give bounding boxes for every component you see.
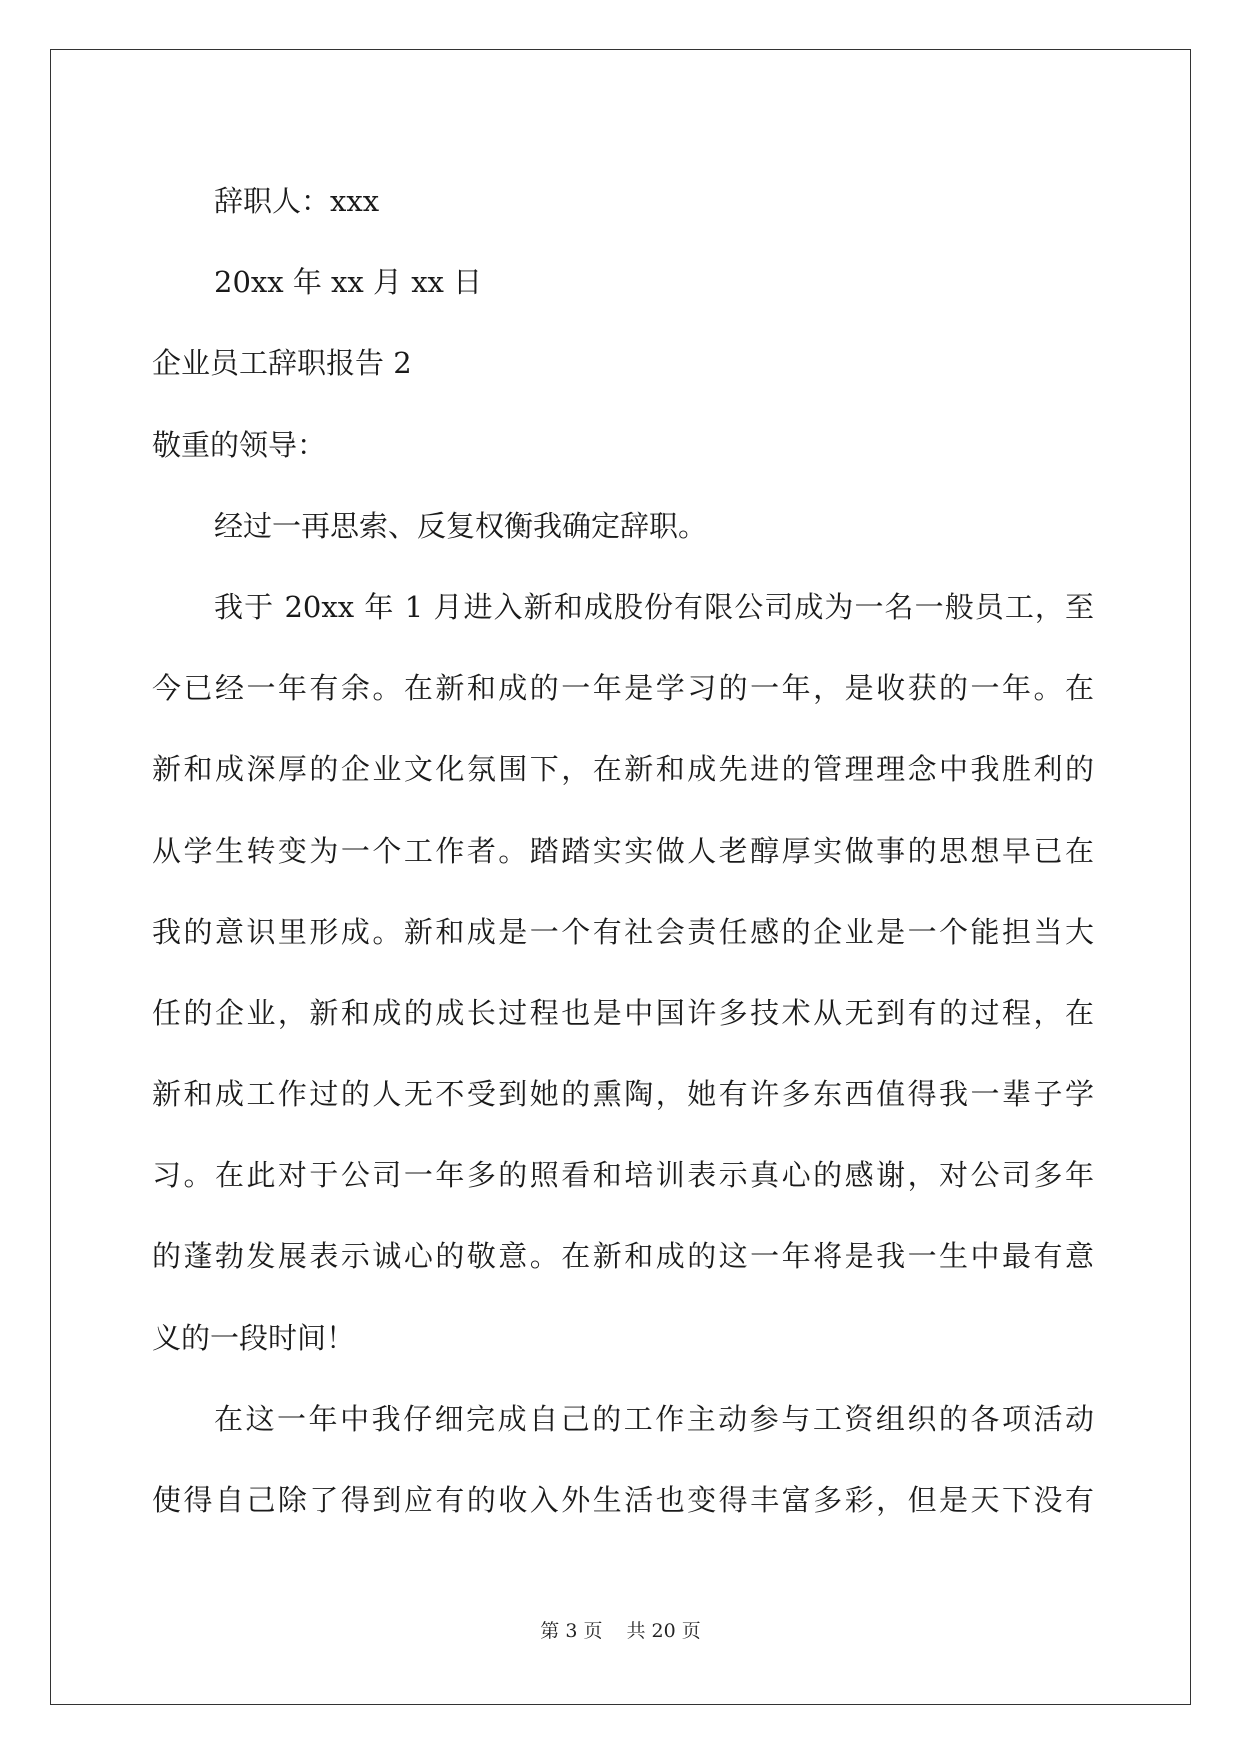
paragraph-2-line: 的蓬勃发展表示诚心的敬意。在新和成的这一年将是我一生中最有意: [152, 1239, 1094, 1274]
paragraph-3-line: 使得自己除了得到应有的收入外生活也变得丰富多彩，但是天下没有: [152, 1483, 1094, 1517]
page-footer: [0, 1616, 1241, 1643]
paragraph-2-line: 新和成工作过的人无不受到她的熏陶，她有许多东西值得我一辈子学: [152, 1077, 1094, 1112]
section-title: 企业员工辞职报告 2: [152, 346, 412, 381]
paragraph-2-line: 新和成深厚的企业文化氛围下，在新和成先进的管理理念中我胜利的: [152, 752, 1094, 787]
paragraph-1: 经过一再思索、反复权衡我确定辞职。: [214, 508, 708, 543]
page-total: 共 20 页: [626, 1620, 701, 1642]
paragraph-2-line: 任的企业，新和成的成长过程也是中国许多技术从无到有的过程，在: [152, 995, 1094, 1030]
paragraph-2-line: 从学生转变为一个工作者。踏踏实实做人老醇厚实做事的思想早已在: [152, 833, 1094, 868]
resigner-line: 辞职人：xxx: [214, 184, 380, 218]
salutation: 敬重的领导：: [152, 427, 327, 462]
paragraph-2-line: 义的一段时间！: [152, 1320, 356, 1355]
page-number: 第 3 页: [540, 1620, 603, 1642]
paragraph-2-line: 今已经一年有余。在新和成的一年是学习的一年，是收获的一年。在: [152, 671, 1094, 706]
paragraph-2-line: 我于 20xx 年 1 月进入新和成股份有限公司成为一名一般员工，至: [214, 589, 1094, 624]
paragraph-3-line: 在这一年中我仔细完成自己的工作主动参与工资组织的各项活动: [214, 1401, 1094, 1436]
document-body: [152, 161, 1094, 1541]
paragraph-2-line: 习。在此对于公司一年多的照看和培训表示真心的感谢，对公司多年: [152, 1158, 1094, 1193]
paragraph-2-line: 我的意识里形成。新和成是一个有社会责任感的企业是一个能担当大: [152, 914, 1094, 949]
date-line: 20xx 年 xx 月 xx 日: [214, 265, 483, 300]
